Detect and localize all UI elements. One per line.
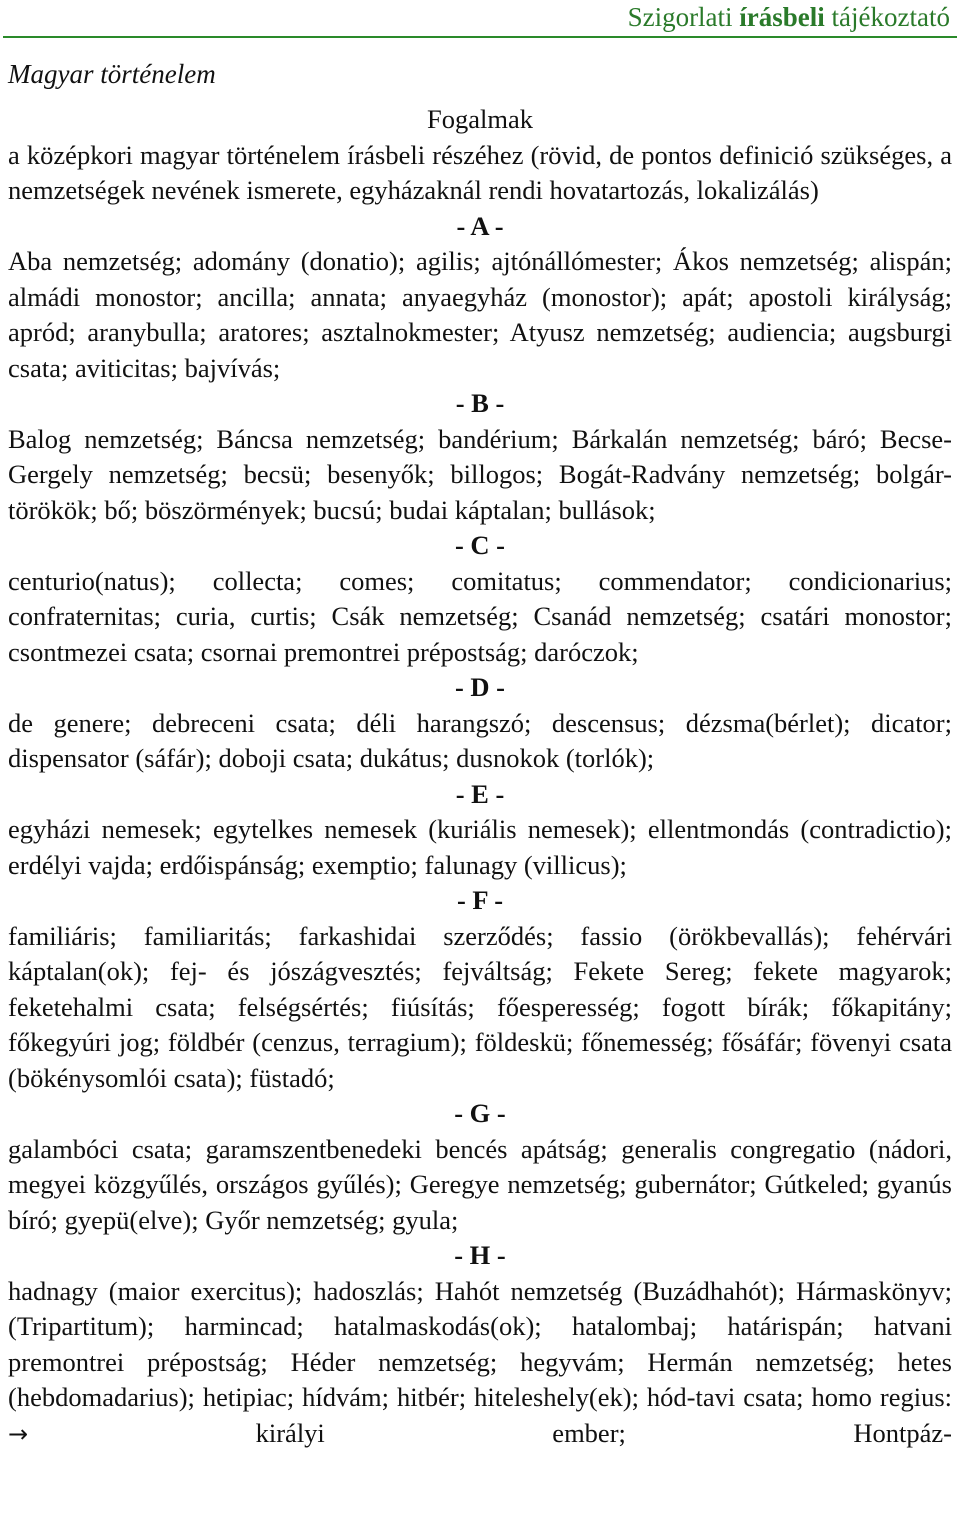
section-letter-d: - D -: [454, 672, 506, 702]
section-letter-a: - A -: [456, 210, 504, 241]
header-suffix: tájékoztató: [824, 2, 950, 32]
intro-paragraph: a középkori magyar történelem írásbeli részéhez (rövid, de pontos definició szükséges, a nemzetségek nevének ismerete, egyházaknál rendi hovatartozás, lokalizálás): [8, 139, 952, 205]
header-bold: írásbeli: [739, 2, 825, 32]
right-arrow-icon: →: [8, 1419, 29, 1448]
header-prefix: Szigorlati: [627, 2, 740, 32]
section-letter-h: - H -: [454, 1240, 506, 1270]
section-letter-c: - C -: [454, 530, 506, 560]
section-text-c: centurio(natus); collecta; comes; comitatus; commendator; condicionarius; confraternitas; curia, curtis; Csák nemzetség; Csanád nemzetség; csatári monostor; csontmezei csata; csornai premontrei prépostság; daróczok;: [8, 565, 952, 667]
section-text-e: egyházi nemesek; egytelkes nemesek (kuriális nemesek); ellentmondás (contradictio); erdélyi vajda; erdőispánság; exemptio; falunagy (villicus);: [8, 814, 952, 880]
section-letter-f: - F -: [456, 885, 504, 915]
document-body: [8, 102, 952, 1452]
section-letter-e: - E -: [455, 778, 505, 809]
section-text-a: Aba nemzetség; adomány (donatio); agilis; ajtónállómester; Ákos nemzetség; alispán; almádi monostor; ancilla; annata; anyaegyház (monostor); apát; apostoli királyság; apród; aranybulla; aratores; asztalnokmester; Atyusz nemzetség; audiencia; augsburgi csata; aviticitas; bajvívás;: [8, 246, 952, 383]
section-letter-b: - B -: [455, 388, 505, 418]
section-letter-g: - G -: [454, 1098, 506, 1128]
section-text-h: [8, 1274, 952, 1453]
section-text-f: familiáris; familiaritás; farkashidai szerződés; fassio (örökbevallás); fehérvári káptalan(ok); fej- és jószágvesztés; fejváltság; Fekete Sereg; fekete magyarok; feketehalmi csata; felségsértés; fiúsítás; főesperesség; fogott bírák; főkapitány; főkegyúri jog; földbér (cenzus, terragium); földeskü; főnemesség; fősáfár; fövenyi csata (bökénysomlói csata); füstadó;: [8, 920, 952, 1093]
subject-title: Magyar történelem: [8, 59, 216, 89]
section-text-h-tail-start: hiteleshely(ek); hód-tavi csata; homo regius:: [474, 1382, 952, 1412]
section-text-b: Balog nemzetség; Báncsa nemzetség; bandérium; Bárkalán nemzetség; báró; Becse-Gergely nemzetség; becsü; besenyők; billogos; Bogát-Radvány nemzetség; bolgár-törökök; bő; böszörmények; bucsú; budai káptalan; bullások;: [8, 423, 952, 525]
header-rule: [3, 36, 957, 38]
header-title: [628, 0, 950, 34]
section-text-h-tail-end: királyi ember; Hontpáz-: [28, 1417, 952, 1448]
section-text-g: galambóci csata; garamszentbenedeki bencés apátság; generalis congregatio (nádori, megyei közgyűlés, országos gyűlés); Geregye nemzetség; gubernátor; Gútkeled; gyanús bíró; gyepü(elve); Győr nemzetség; gyula;: [8, 1133, 952, 1235]
section-text-h-main: hadnagy (maior exercitus); hadoszlás; Hahót nemzetség (Buzádhahót); Hármaskönyv; (Tripartitum); harmincad; hatalmaskodás(ok); hatalombaj; határispán; hatvani premontrei prépostság; Héder nemzetség; hegyvám; Hermán nemzetség; hetes (hebdomadarius); hetipiac; hídvám; hitbér;: [8, 1275, 952, 1412]
page-title: Fogalmak: [427, 104, 533, 134]
section-text-d: de genere; debreceni csata; déli harangszó; descensus; dézsma(bérlet); dicator; dispensator (sáfár); doboji csata; dukátus; dusnokok (torlók);: [8, 707, 952, 773]
